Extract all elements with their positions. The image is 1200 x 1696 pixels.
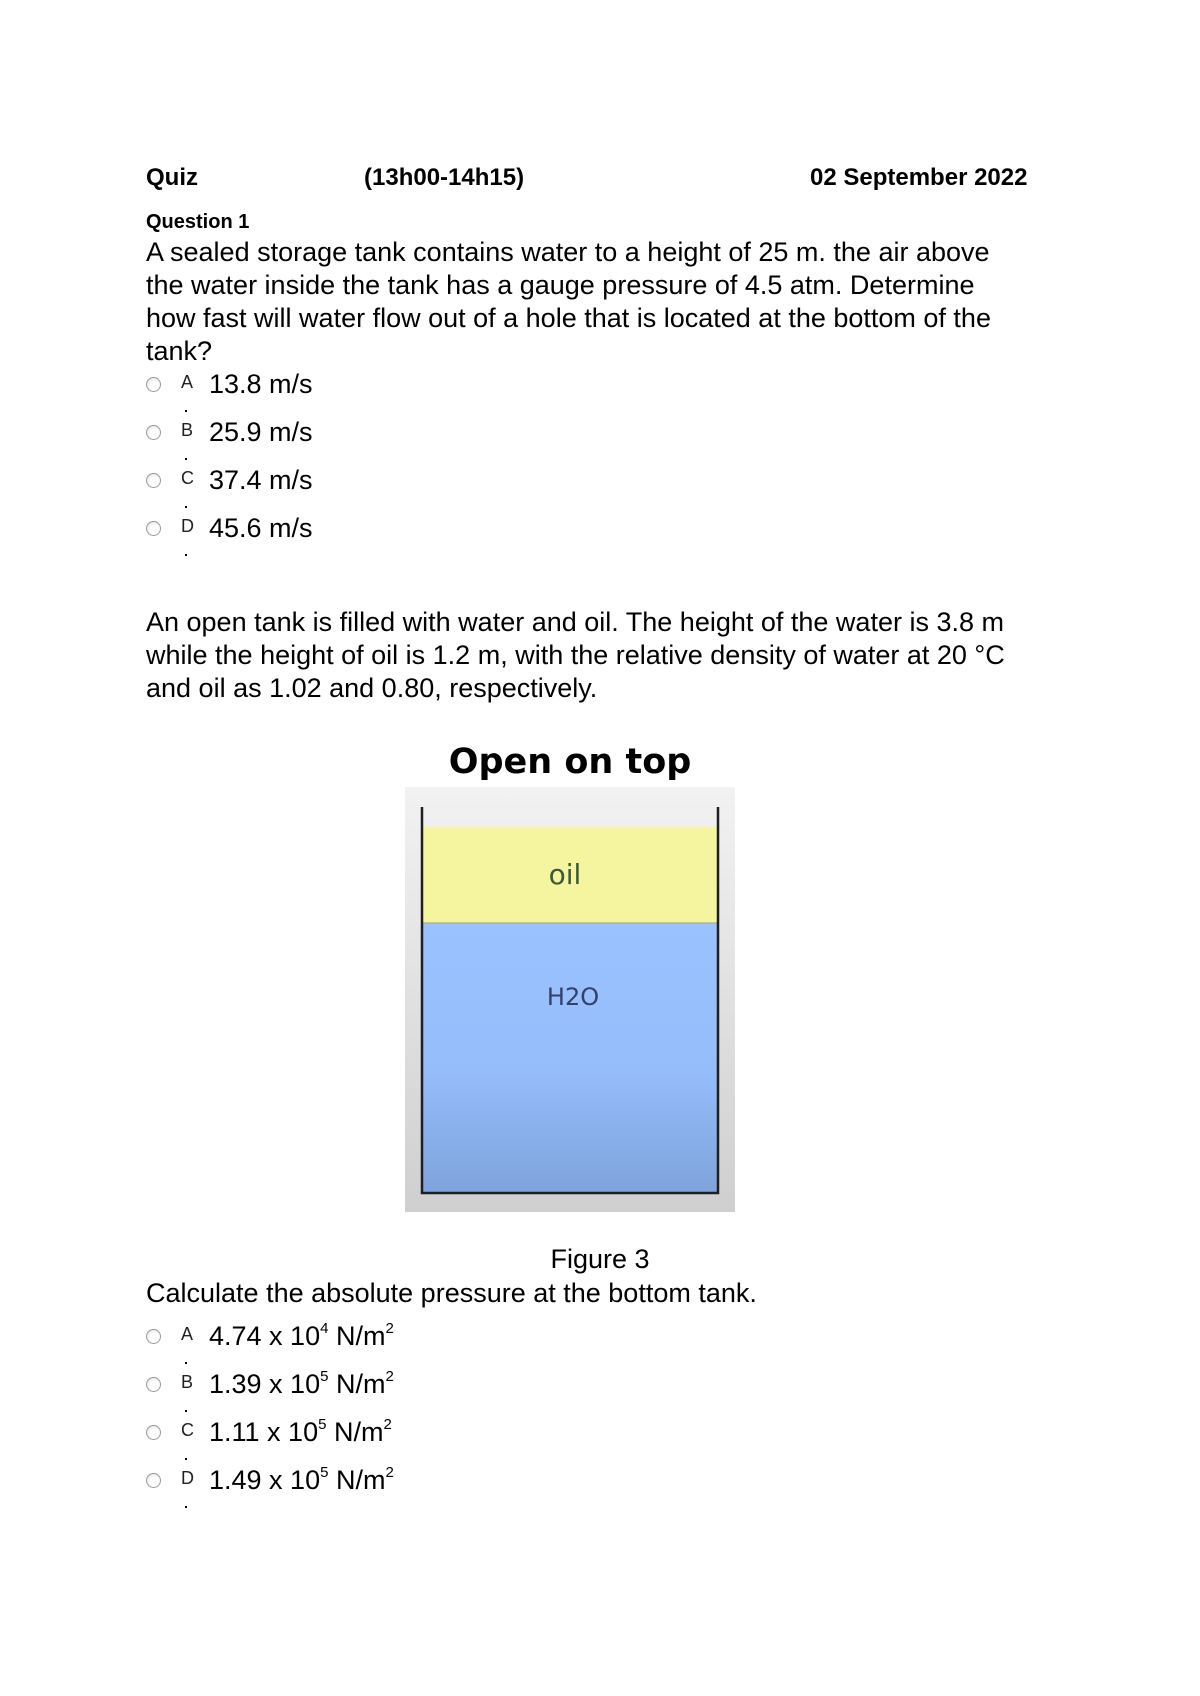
question-2-prompt: Calculate the absolute pressure at the bottom tank.: [146, 1278, 757, 1308]
quiz-time: (13h00-14h15): [364, 164, 525, 191]
question-1-line: the water inside the tank has a gauge pressure of 4.5 atm. Determine: [146, 270, 975, 300]
radio-button[interactable]: [146, 377, 161, 392]
q2-option-d[interactable]: [146, 1462, 394, 1502]
option-value: 13.8 m/s: [209, 369, 313, 399]
question-1-label: Question 1: [146, 211, 250, 233]
q2-option-c[interactable]: [146, 1414, 392, 1454]
question-2-line: and oil as 1.02 and 0.80, respectively.: [146, 673, 598, 703]
question-1-line: how fast will water flow out of a hole that is located at the bottom of the: [146, 303, 991, 333]
radio-button[interactable]: [146, 425, 161, 440]
option-letter: B: [181, 1372, 203, 1392]
question-1-line: tank?: [146, 336, 213, 366]
radio-button[interactable]: [146, 1377, 161, 1392]
q2-option-a[interactable]: [146, 1318, 394, 1358]
radio-button[interactable]: [146, 521, 161, 536]
radio-button[interactable]: [146, 1329, 161, 1344]
q2-option-b[interactable]: [146, 1366, 394, 1406]
q1-option-b[interactable]: [146, 414, 313, 454]
option-letter: A: [181, 372, 203, 392]
tank-figure: [405, 742, 735, 1212]
option-value: 1.39 x $10^5$ $N/m^2$: [209, 1368, 394, 1399]
question-2-line: An open tank is filled with water and oil. The height of the water is 3.8 m: [146, 607, 1004, 637]
option-value: 45.6 m/s: [209, 513, 313, 543]
q1-option-a[interactable]: [146, 366, 313, 406]
water-label: H2O: [546, 983, 600, 1011]
tank-diagram: [405, 787, 735, 1212]
quiz-date: 02 September 2022: [810, 164, 1028, 191]
figure-caption: Figure 3: [550, 1244, 650, 1274]
q1-option-d[interactable]: [146, 510, 313, 550]
radio-button[interactable]: [146, 473, 161, 488]
question-1-line: A sealed storage tank contains water to a height of 25 m. the air above: [146, 237, 990, 267]
option-value: 1.11 x $10^5$ $N/m^2$: [209, 1416, 392, 1447]
figure-title: Open on top: [448, 742, 692, 782]
question-1-text: [146, 236, 1076, 368]
quiz-title: Quiz: [146, 164, 198, 191]
water-layer: [422, 923, 718, 1193]
option-letter: B: [181, 420, 203, 440]
option-letter: D: [181, 516, 203, 536]
q1-option-c[interactable]: [146, 462, 313, 502]
option-letter: A: [181, 1324, 203, 1344]
question-2-text: [146, 606, 1076, 705]
question-2-line: while the height of oil is 1.2 m, with the relative density of water at 20 °C: [146, 640, 1005, 670]
radio-button[interactable]: [146, 1473, 161, 1488]
option-letter: C: [181, 1420, 203, 1440]
option-value: 4.74 x $10^4$ $N/m^2$: [209, 1320, 394, 1351]
option-value: 25.9 m/s: [209, 417, 313, 447]
option-letter: C: [181, 468, 203, 488]
option-letter: D: [181, 1468, 203, 1488]
option-value: 37.4 m/s: [209, 465, 313, 495]
radio-button[interactable]: [146, 1425, 161, 1440]
option-value: 1.49 x $10^5$ $N/m^2$: [209, 1464, 394, 1495]
oil-label: oil: [548, 858, 582, 891]
